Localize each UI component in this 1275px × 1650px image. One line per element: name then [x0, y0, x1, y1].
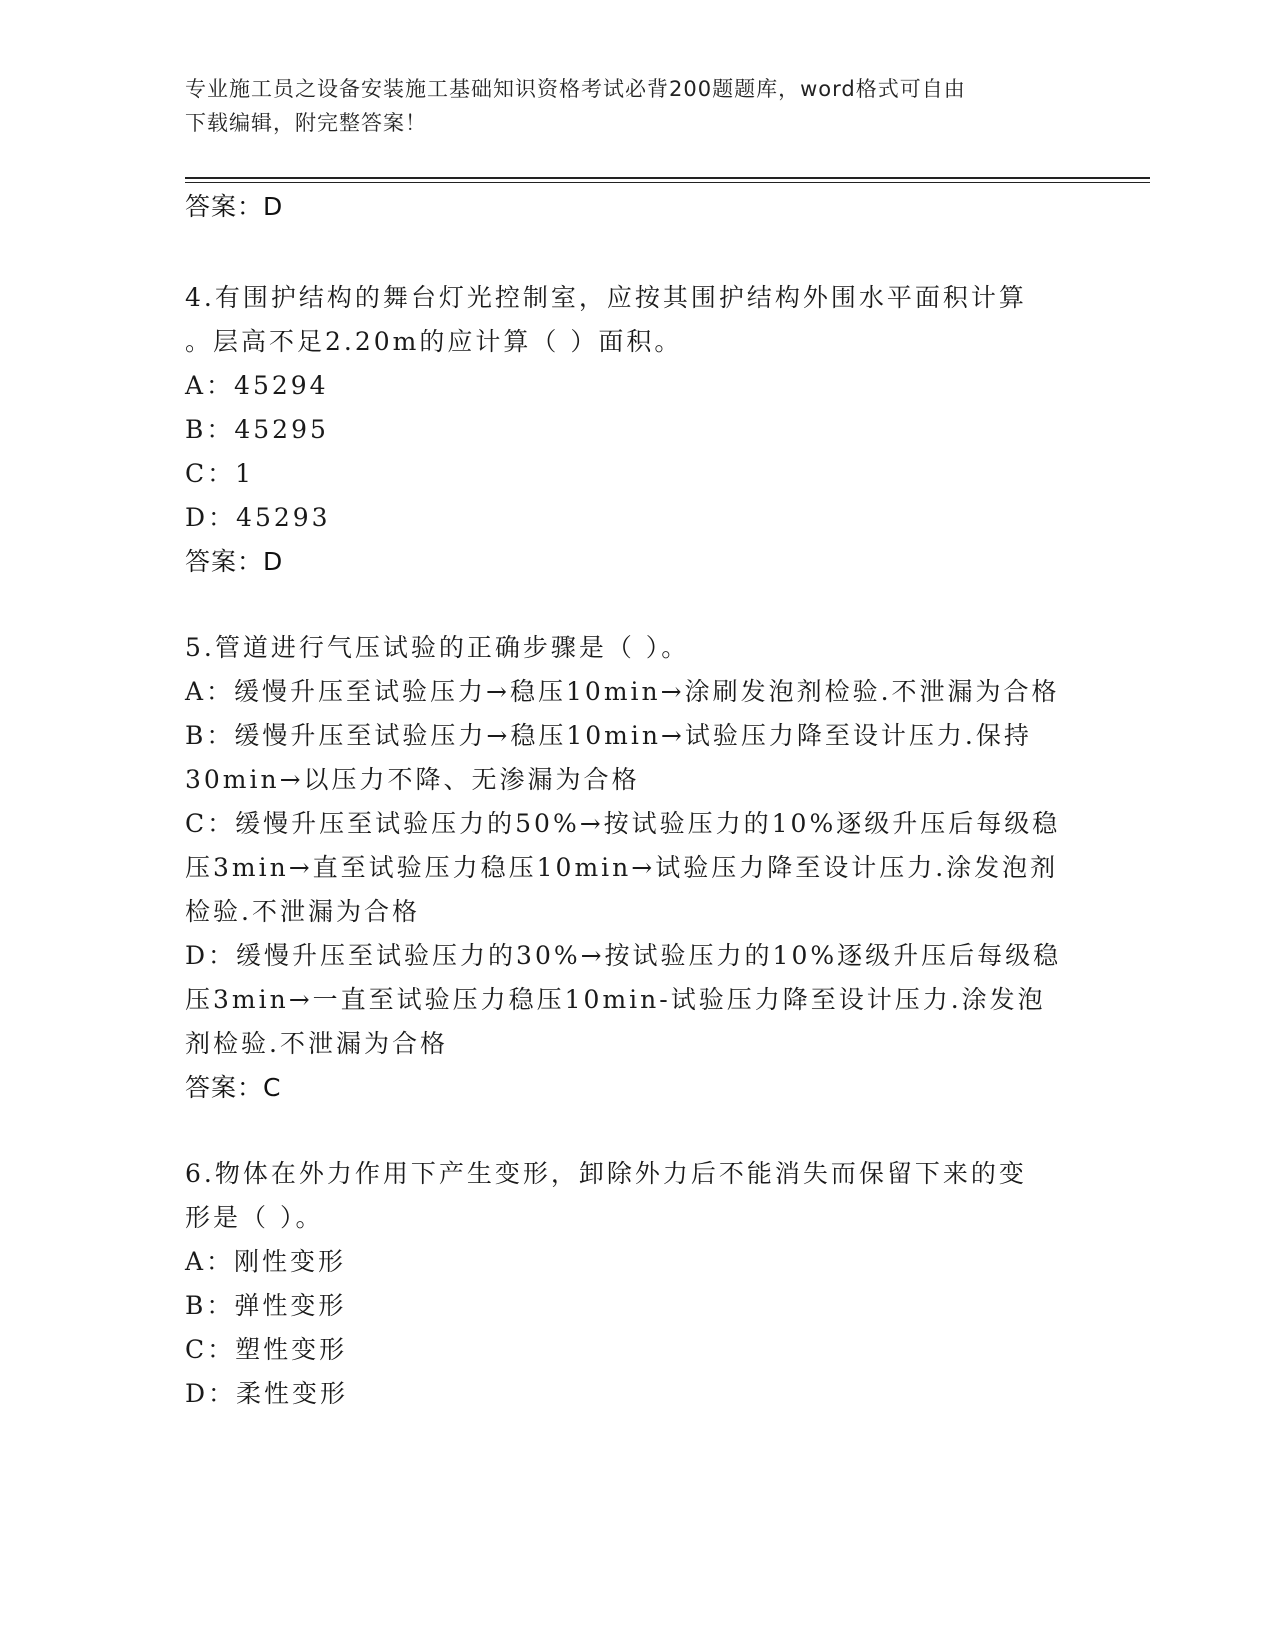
q4-option-b: B：45295 [185, 415, 329, 444]
q5-option-b-line-2: 30min→以压力不降、无渗漏为合格 [185, 765, 640, 794]
document-header [185, 72, 1065, 140]
q4-option-d: D：45293 [185, 503, 331, 532]
q4-stem-line-2: 。层高不足2.20m的应计算（ ）面积。 [185, 327, 683, 356]
q4-answer: 答案：D [185, 547, 284, 576]
q6-stem-line-1: 6.物体在外力作用下产生变形，卸除外力后不能消失而保留下来的变 [185, 1159, 1027, 1188]
q5-option-d-line-3: 剂检验.不泄漏为合格 [185, 1029, 448, 1058]
header-divider-thick [185, 177, 1150, 179]
q6-option-a: A：刚性变形 [185, 1247, 347, 1276]
q6-option-c: C：塑性变形 [185, 1335, 348, 1364]
q5-option-c-line-1: C：缓慢升压至试验压力的50%→按试验压力的10%逐级升压后每级稳 [185, 809, 1061, 838]
q6-option-b: B：弹性变形 [185, 1291, 347, 1320]
header-title-line-2: 下载编辑，附完整答案！ [185, 111, 427, 135]
q5-option-a: A：缓慢升压至试验压力→稳压10min→涂刷发泡剂检验.不泄漏为合格 [185, 677, 1060, 706]
q6-option-d: D：柔性变形 [185, 1379, 349, 1408]
q5-option-c-line-3: 检验.不泄漏为合格 [185, 897, 420, 926]
q4-option-a: A：45294 [185, 371, 329, 400]
q6-stem-line-2: 形是（ ）。 [185, 1203, 324, 1232]
q5-option-c-line-2: 压3min→直至试验压力稳压10min→试验压力降至设计压力.涂发泡剂 [185, 853, 1059, 882]
q5-stem: 5.管道进行气压试验的正确步骤是（ ）。 [185, 633, 690, 662]
q3-answer: 答案：D [185, 192, 284, 221]
q5-option-d-line-2: 压3min→一直至试验压力稳压10min-试验压力降至设计压力.涂发泡 [185, 985, 1046, 1014]
q4-option-c: C：1 [185, 459, 255, 488]
header-divider-thin [185, 182, 1150, 183]
q4-stem-line-1: 4.有围护结构的舞台灯光控制室，应按其围护结构外围水平面积计算 [185, 283, 1027, 312]
q5-answer: 答案：C [185, 1073, 282, 1102]
q5-option-d-line-1: D：缓慢升压至试验压力的30%→按试验压力的10%逐级升压后每级稳 [185, 941, 1062, 970]
q5-option-b-line-1: B：缓慢升压至试验压力→稳压10min→试验压力降至设计压力.保持 [185, 721, 1032, 750]
header-title-line-1: 专业施工员之设备安装施工基础知识资格考试必背200题题库，word格式可自由 [185, 77, 966, 101]
